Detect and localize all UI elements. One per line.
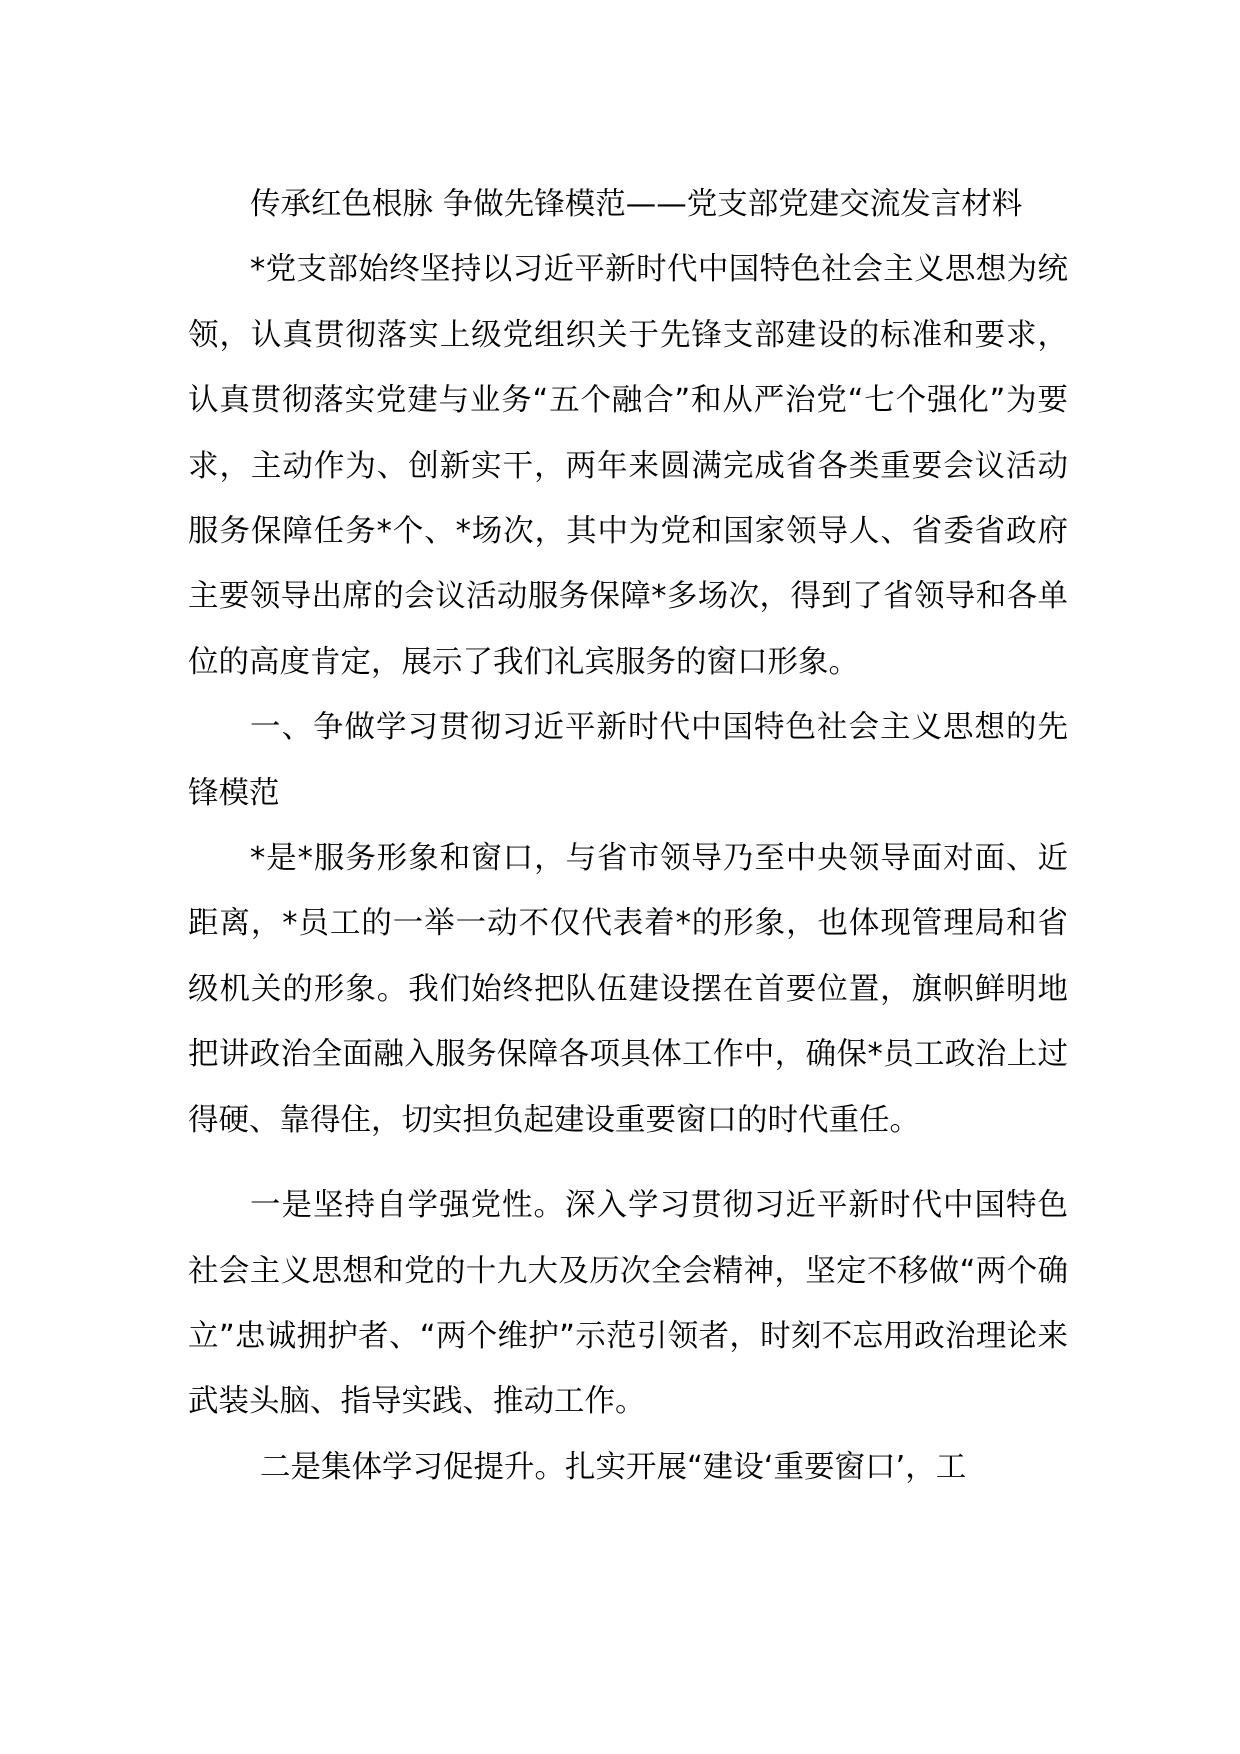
section-heading-1: 一、争做学习贯彻习近平新时代中国特色社会主义思想的先锋模范 [188,710,1068,811]
paragraph-point-2: 二是集体学习促提升。扎实开展“建设‘重要窗口’，工 [260,1449,967,1485]
document-body [188,172,1068,1500]
document-title: 传承红色根脉 争做先锋模范——党支部党建交流发言材料 [250,187,1023,222]
paragraph-point-1: 一是坚持自学强党性。深入学习贯彻习近平新时代中国特色社会主义思想和党的十九大及历次全会精神，坚定不移做“两个确立”忠诚拥护者、“两个维护”示范引领者，时刻不忘用政治理论来武装头脑、指导实践、推动工作。 [188,1188,1068,1420]
paragraph-intro: *党支部始终坚持以习近平新时代中国特色社会主义思想为统领，认真贯彻落实上级党组织关于先锋支部建设的标准和要求，认真贯彻落实党建与业务“五个融合”和从严治党“七个强化”为要求，主动作为、创新实干，两年来圆满完成省各类重要会议活动服务保障任务*个、*场次，其中为党和国家领导人、省委省政府主要领导出席的会议活动服务保障*多场次，得到了省领导和各单位的高度肯定，展示了我们礼宾服务的窗口形象。 [188,252,1068,680]
paragraph-section-1: *是*服务形象和窗口，与省市领导乃至中央领导面对面、近距离，*员工的一举一动不仅代表着*的形象，也体现管理局和省级机关的形象。我们始终把队伍建设摆在首要位置，旗帜鲜明地把讲政治全面融入服务保障各项具体工作中，确保*员工政治上过得硬、靠得住，切实担负起建设重要窗口的时代重任。 [188,841,1068,1138]
